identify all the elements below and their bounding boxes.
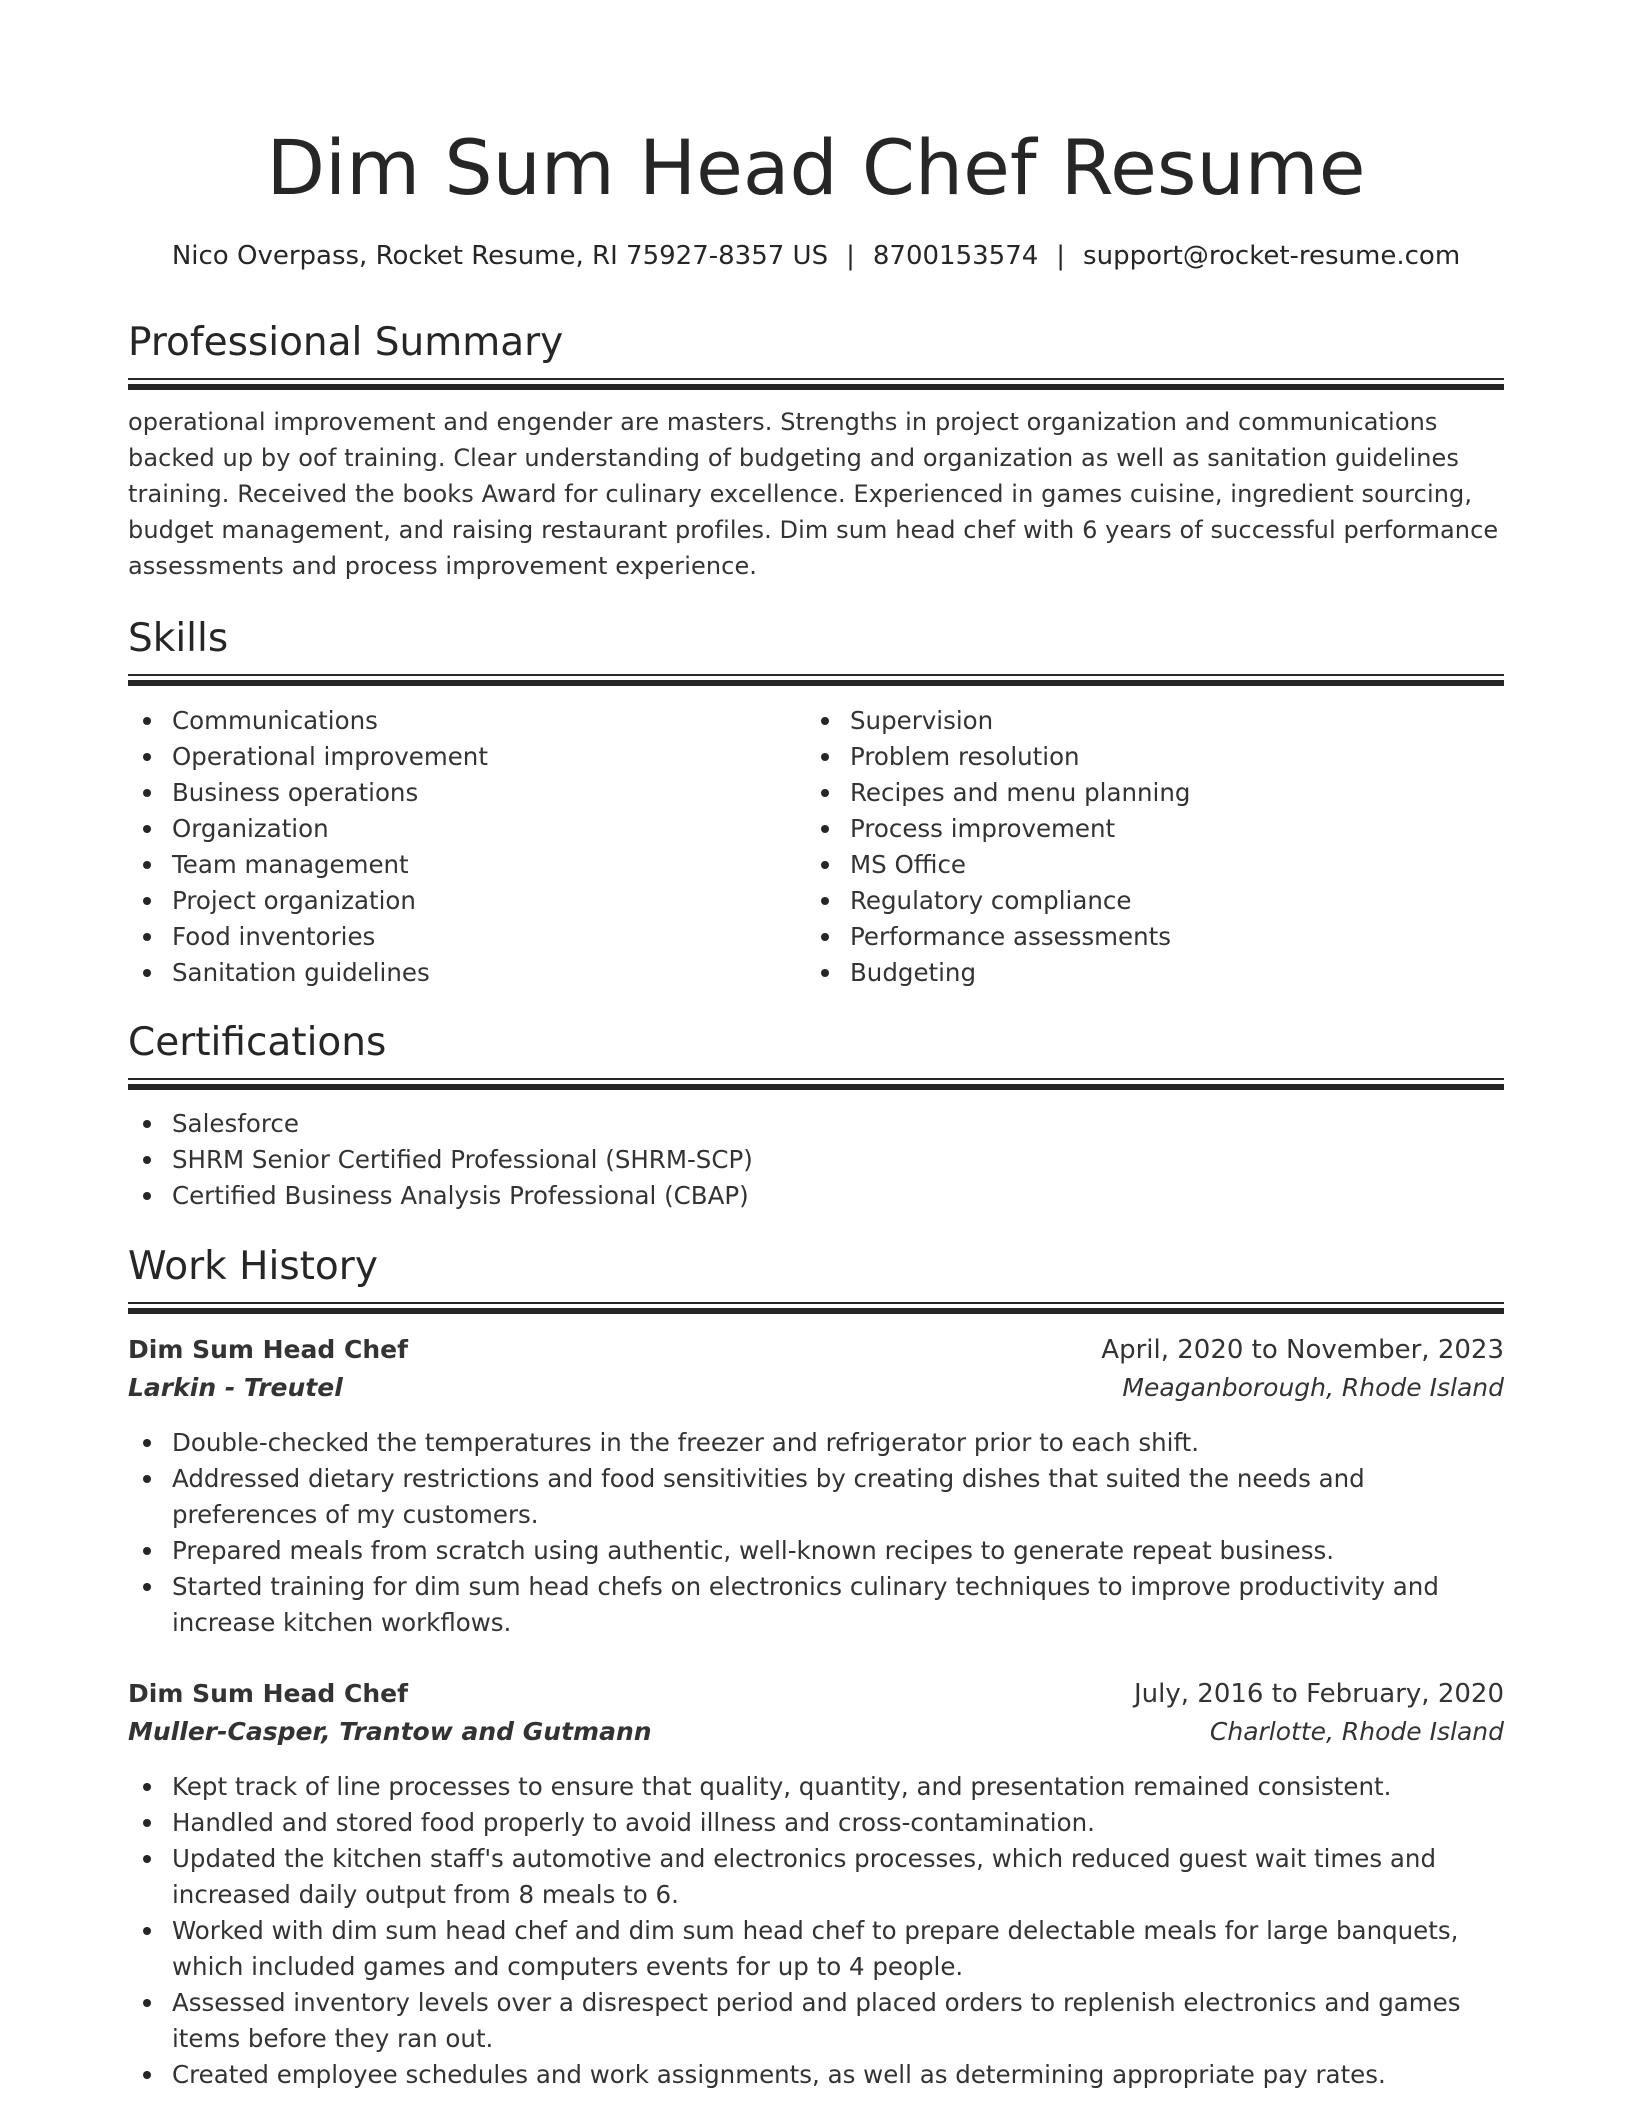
job-duty: Created employee schedules and work assignments, as well as determining appropriate pay rates. bbox=[128, 2057, 1504, 2093]
job-duty: Prepared meals from scratch using authentic, well-known recipes to generate repeat business. bbox=[128, 1533, 1504, 1569]
skill-item: Food inventories bbox=[128, 919, 788, 955]
skill-item: Project organization bbox=[128, 883, 788, 919]
skill-item: Communications bbox=[128, 703, 788, 739]
skill-item: Team management bbox=[128, 847, 788, 883]
work-history-heading: Work History bbox=[128, 1244, 378, 1289]
job-duty: Started training for dim sum head chefs on electronics culinary techniques to improve productivity and increase kitchen workflows. bbox=[128, 1569, 1504, 1641]
skill-item: Supervision bbox=[806, 703, 1504, 739]
job-duty: Worked with dim sum head chef and dim sum head chef to prepare delectable meals for large banquets, which included games and computers events for up to 4 people. bbox=[128, 1913, 1504, 1985]
job-duty: Kept track of line processes to ensure that quality, quantity, and presentation remained consistent. bbox=[128, 1769, 1504, 1805]
skills-list-left bbox=[128, 703, 788, 991]
skill-item: Recipes and menu planning bbox=[806, 775, 1504, 811]
summary-heading: Professional Summary bbox=[128, 320, 564, 365]
job-duties-list bbox=[128, 1769, 1504, 2093]
contact-email: support@rocket-resume.com bbox=[1083, 241, 1461, 271]
skill-item: Regulatory compliance bbox=[806, 883, 1504, 919]
job-duty: Assessed inventory levels over a disrespect period and placed orders to replenish electronics and games items before they ran out. bbox=[128, 1985, 1504, 2057]
skills-list-right bbox=[806, 703, 1504, 991]
job-dates: July, 2016 to February, 2020 bbox=[1134, 1679, 1504, 1709]
job-dates: April, 2020 to November, 2023 bbox=[1101, 1335, 1504, 1365]
skill-item: Organization bbox=[128, 811, 788, 847]
certifications-list bbox=[128, 1106, 1504, 1214]
skill-item: Performance assessments bbox=[806, 919, 1504, 955]
resume-title: Dim Sum Head Chef Resume bbox=[266, 123, 1366, 212]
section-divider bbox=[128, 378, 1504, 390]
contact-line bbox=[128, 238, 1504, 274]
job-location: Charlotte, Rhode Island bbox=[1209, 1717, 1504, 1746]
job-title: Dim Sum Head Chef bbox=[128, 1335, 408, 1364]
certification-item: Certified Business Analysis Professional (CBAP) bbox=[128, 1178, 1504, 1214]
section-divider bbox=[128, 1078, 1504, 1090]
job-company: Muller-Casper, Trantow and Gutmann bbox=[128, 1717, 652, 1746]
job-location: Meaganborough, Rhode Island bbox=[1122, 1373, 1504, 1402]
skill-item: MS Office bbox=[806, 847, 1504, 883]
contact-separator: | bbox=[1056, 241, 1066, 271]
summary-text: operational improvement and engender are masters. Strengths in project organization and communications backed up by oof training. Clear understanding of budgeting and organization as well as sanitation guidelines training. Received the books Award for culinary excellence. Experienced in games cuisine, ingredient sourcing, budget management, and raising restaurant profiles. Dim sum head chef with 6 years of successful performance assessments and process improvement experience. bbox=[128, 408, 1499, 580]
job-duties-list bbox=[128, 1425, 1504, 1641]
certification-item: Salesforce bbox=[128, 1106, 1504, 1142]
skills-heading: Skills bbox=[128, 616, 229, 661]
contact-separator: | bbox=[846, 241, 855, 271]
skill-item: Business operations bbox=[128, 775, 788, 811]
certification-item: SHRM Senior Certified Professional (SHRM-SCP) bbox=[128, 1142, 1504, 1178]
skill-item: Budgeting bbox=[806, 955, 1504, 991]
contact-address: Nico Overpass, Rocket Resume, RI 75927-8357 US bbox=[171, 241, 829, 271]
skill-item: Problem resolution bbox=[806, 739, 1504, 775]
job-duty: Handled and stored food properly to avoid illness and cross-contamination. bbox=[128, 1805, 1504, 1841]
job-company: Larkin - Treutel bbox=[128, 1373, 343, 1402]
section-divider bbox=[128, 1302, 1504, 1314]
skill-item: Sanitation guidelines bbox=[128, 955, 788, 991]
job-duty: Updated the kitchen staff's automotive and electronics processes, which reduced guest wait times and increased daily output from 8 meals to 6. bbox=[128, 1841, 1504, 1913]
job-title: Dim Sum Head Chef bbox=[128, 1679, 408, 1708]
skill-item: Operational improvement bbox=[128, 739, 788, 775]
contact-phone: 8700153574 bbox=[872, 241, 1039, 271]
certifications-heading: Certifications bbox=[128, 1020, 387, 1065]
job-duty: Addressed dietary restrictions and food sensitivities by creating dishes that suited the needs and preferences of my customers. bbox=[128, 1461, 1504, 1533]
job-duty: Double-checked the temperatures in the freezer and refrigerator prior to each shift. bbox=[128, 1425, 1504, 1461]
section-divider bbox=[128, 674, 1504, 686]
skill-item: Process improvement bbox=[806, 811, 1504, 847]
